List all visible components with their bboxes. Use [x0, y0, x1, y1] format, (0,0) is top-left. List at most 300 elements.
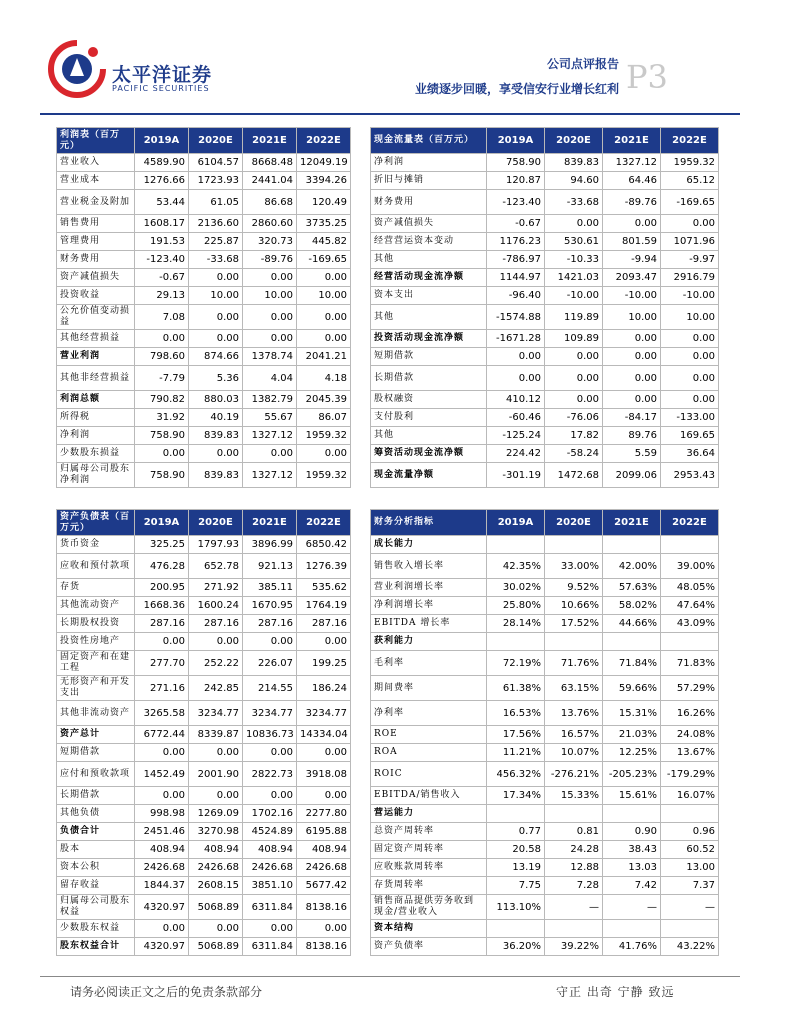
row-value: 2426.68 [135, 859, 189, 877]
row-value: -89.76 [603, 190, 661, 215]
row-value: 839.83 [189, 463, 243, 488]
row-value: 0.00 [661, 366, 719, 391]
row-value: 31.92 [135, 409, 189, 427]
row-value: 29.13 [135, 287, 189, 305]
row-value: 839.83 [545, 154, 603, 172]
row-value [603, 920, 661, 938]
row-value [487, 920, 545, 938]
row-value: 13.67% [661, 744, 719, 762]
row-value: -205.23% [603, 762, 661, 787]
row-value: 0.00 [189, 330, 243, 348]
row-label: 资产减值损失 [371, 215, 487, 233]
row-value: 0.00 [189, 445, 243, 463]
row-value: 199.25 [297, 651, 351, 676]
row-value: 3896.99 [243, 536, 297, 554]
row-value [603, 633, 661, 651]
row-value: 4320.97 [135, 895, 189, 920]
row-label: 长期借款 [371, 366, 487, 391]
row-value: -9.94 [603, 251, 661, 269]
table-row [57, 190, 351, 215]
row-value: 408.94 [297, 841, 351, 859]
row-value: 1608.17 [135, 215, 189, 233]
row-value: 1276.39 [297, 554, 351, 579]
row-value: 0.00 [297, 330, 351, 348]
row-value: 0.00 [189, 920, 243, 938]
row-value: 1327.12 [243, 427, 297, 445]
row-value: 1421.03 [545, 269, 603, 287]
row-value: 4320.97 [135, 938, 189, 956]
table-row [57, 823, 351, 841]
row-value: 0.00 [545, 215, 603, 233]
row-value: 798.60 [135, 348, 189, 366]
table-row [57, 366, 351, 391]
row-label: 支付股利 [371, 409, 487, 427]
row-value: 71.76% [545, 651, 603, 676]
row-value: 5.59 [603, 445, 661, 463]
row-value: -7.79 [135, 366, 189, 391]
row-value: 1327.12 [603, 154, 661, 172]
row-value: 1797.93 [189, 536, 243, 554]
row-value: 0.00 [243, 787, 297, 805]
row-label: 投资收益 [57, 287, 135, 305]
table-row [371, 409, 719, 427]
row-value [545, 633, 603, 651]
header-divider [40, 113, 740, 115]
year-header: 2022E [661, 128, 719, 154]
table-row [57, 651, 351, 676]
table-row [57, 445, 351, 463]
row-label: 销售费用 [57, 215, 135, 233]
row-label: 管理费用 [57, 233, 135, 251]
table-row [57, 615, 351, 633]
row-value [487, 633, 545, 651]
row-value: 652.78 [189, 554, 243, 579]
row-label: 资产负债率 [371, 938, 487, 956]
row-value: 1844.37 [135, 877, 189, 895]
row-value: 53.44 [135, 190, 189, 215]
row-value: 64.46 [603, 172, 661, 190]
row-value: 30.02% [487, 579, 545, 597]
row-label: 少数股东权益 [57, 920, 135, 938]
row-value: 408.94 [135, 841, 189, 859]
row-value: 1452.49 [135, 762, 189, 787]
row-value: 998.98 [135, 805, 189, 823]
table-row [57, 409, 351, 427]
row-value: 530.61 [545, 233, 603, 251]
row-value: 0.81 [545, 823, 603, 841]
row-value: 9.52% [545, 579, 603, 597]
financial-ratios-table [370, 509, 719, 956]
row-value: 0.00 [661, 215, 719, 233]
row-label: 归属母公司股东权益 [57, 895, 135, 920]
row-label: 获利能力 [371, 633, 487, 651]
row-label: 资产减值损失 [57, 269, 135, 287]
row-value: 0.00 [189, 269, 243, 287]
row-value: -96.40 [487, 287, 545, 305]
row-label: 其他非经营损益 [57, 366, 135, 391]
row-label: 其他经营损益 [57, 330, 135, 348]
row-value: 0.00 [243, 744, 297, 762]
row-value: 10.00 [661, 305, 719, 330]
row-label: 财务费用 [371, 190, 487, 215]
row-value: 0.00 [243, 269, 297, 287]
row-label: 经营营运资本变动 [371, 233, 487, 251]
table-row [371, 676, 719, 701]
row-value: 47.64% [661, 597, 719, 615]
row-value: 758.90 [487, 154, 545, 172]
row-value: 287.16 [297, 615, 351, 633]
row-label: 净利润 [57, 427, 135, 445]
row-value: 3265.58 [135, 701, 189, 726]
row-value: 0.90 [603, 823, 661, 841]
row-value: 94.60 [545, 172, 603, 190]
row-label: 利润总额 [57, 391, 135, 409]
table-row [57, 251, 351, 269]
row-value: -10.00 [661, 287, 719, 305]
row-value: 3394.26 [297, 172, 351, 190]
row-value: 1668.36 [135, 597, 189, 615]
row-label: 长期借款 [57, 787, 135, 805]
row-value: 224.42 [487, 445, 545, 463]
row-value: 410.12 [487, 391, 545, 409]
row-value: 0.00 [243, 330, 297, 348]
row-value: 0.00 [297, 269, 351, 287]
row-value: — [603, 895, 661, 920]
row-value: 2099.06 [603, 463, 661, 488]
row-value: 38.43 [603, 841, 661, 859]
row-value: 200.95 [135, 579, 189, 597]
table-row [57, 554, 351, 579]
row-value: 4524.89 [243, 823, 297, 841]
row-value: 271.92 [189, 579, 243, 597]
row-value: 1269.09 [189, 805, 243, 823]
row-value: 1472.68 [545, 463, 603, 488]
row-value: 191.53 [135, 233, 189, 251]
row-value: -0.67 [135, 269, 189, 287]
row-value: 36.20% [487, 938, 545, 956]
row-value: 320.73 [243, 233, 297, 251]
row-value: 16.26% [661, 701, 719, 726]
table-row [371, 154, 719, 172]
table-row [57, 633, 351, 651]
row-value: 2001.90 [189, 762, 243, 787]
row-value: 6772.44 [135, 726, 189, 744]
table-row [57, 938, 351, 956]
row-value: -301.19 [487, 463, 545, 488]
row-label: 总资产周转率 [371, 823, 487, 841]
row-label: 期间费率 [371, 676, 487, 701]
row-value: 242.85 [189, 676, 243, 701]
row-value: -276.21% [545, 762, 603, 787]
year-header: 2021E [243, 128, 297, 154]
table-row [57, 676, 351, 701]
table-row [371, 554, 719, 579]
row-value: 456.32% [487, 762, 545, 787]
row-value: 385.11 [243, 579, 297, 597]
row-value: 12.25% [603, 744, 661, 762]
table-row [371, 823, 719, 841]
row-value: 57.29% [661, 676, 719, 701]
row-value: 28.14% [487, 615, 545, 633]
row-label: 短期借款 [371, 348, 487, 366]
row-value: -179.29% [661, 762, 719, 787]
row-value: 10.00 [603, 305, 661, 330]
row-value: 325.25 [135, 536, 189, 554]
row-label: 固定资产周转率 [371, 841, 487, 859]
table-row [57, 805, 351, 823]
row-value: 120.49 [297, 190, 351, 215]
row-value: 0.00 [661, 391, 719, 409]
row-value: 0.00 [545, 391, 603, 409]
row-label: 资本结构 [371, 920, 487, 938]
row-value: 33.00% [545, 554, 603, 579]
row-value: 408.94 [189, 841, 243, 859]
row-value: -58.24 [545, 445, 603, 463]
row-value: 3234.77 [189, 701, 243, 726]
row-label: 筹资活动现金流净额 [371, 445, 487, 463]
row-value: 1071.96 [661, 233, 719, 251]
pacific-securities-logo-icon [48, 40, 106, 98]
table-row [57, 463, 351, 488]
row-value: 13.00 [661, 859, 719, 877]
row-label: 营业收入 [57, 154, 135, 172]
row-value: 7.28 [545, 877, 603, 895]
row-value: 252.22 [189, 651, 243, 676]
row-label: 其他 [371, 305, 487, 330]
table-row [371, 305, 719, 330]
row-value: 55.67 [243, 409, 297, 427]
row-label: 应收账款周转率 [371, 859, 487, 877]
row-value: 7.42 [603, 877, 661, 895]
table-row [57, 597, 351, 615]
row-value: 2426.68 [243, 859, 297, 877]
row-value: 10.00 [243, 287, 297, 305]
row-value: -1574.88 [487, 305, 545, 330]
row-value: 57.63% [603, 579, 661, 597]
row-value: 65.12 [661, 172, 719, 190]
row-value: 535.62 [297, 579, 351, 597]
table-row [371, 445, 719, 463]
table-row [371, 651, 719, 676]
row-value: 17.34% [487, 787, 545, 805]
row-value: -123.40 [135, 251, 189, 269]
row-value [661, 805, 719, 823]
row-label: 净利润 [371, 154, 487, 172]
table-row [57, 762, 351, 787]
table-header-row [371, 128, 719, 154]
row-value: -786.97 [487, 251, 545, 269]
row-value: 0.00 [297, 920, 351, 938]
row-value: 7.08 [135, 305, 189, 330]
row-value: 86.68 [243, 190, 297, 215]
row-label: ROA [371, 744, 487, 762]
row-value: -169.65 [661, 190, 719, 215]
row-value: 8138.16 [297, 938, 351, 956]
row-value: 169.65 [661, 427, 719, 445]
row-value: 2822.73 [243, 762, 297, 787]
table-row [371, 579, 719, 597]
row-value: 120.87 [487, 172, 545, 190]
row-value: 0.00 [545, 366, 603, 391]
row-label: 其他 [371, 251, 487, 269]
row-value: 61.05 [189, 190, 243, 215]
row-value: 71.83% [661, 651, 719, 676]
table-row [57, 427, 351, 445]
table-row [371, 805, 719, 823]
row-label: EBITDA/销售收入 [371, 787, 487, 805]
row-value: 7.75 [487, 877, 545, 895]
row-value: 287.16 [135, 615, 189, 633]
row-label: 其他非流动资产 [57, 701, 135, 726]
row-value: 1378.74 [243, 348, 297, 366]
row-value: 287.16 [243, 615, 297, 633]
row-value: 24.28 [545, 841, 603, 859]
table-row [371, 859, 719, 877]
row-value: 3234.77 [243, 701, 297, 726]
table-row [57, 154, 351, 172]
row-value: 225.87 [189, 233, 243, 251]
year-header: 2019A [135, 128, 189, 154]
table-row [371, 536, 719, 554]
row-value: 39.00% [661, 554, 719, 579]
row-label: 投资活动现金流净额 [371, 330, 487, 348]
row-value: 86.07 [297, 409, 351, 427]
row-value: 60.52 [661, 841, 719, 859]
table-row [57, 536, 351, 554]
row-label: 净利润增长率 [371, 597, 487, 615]
table-row [371, 348, 719, 366]
row-value: 44.66% [603, 615, 661, 633]
row-label: 净利率 [371, 701, 487, 726]
row-value: 89.76 [603, 427, 661, 445]
row-label: 存货周转率 [371, 877, 487, 895]
row-value: 43.22% [661, 938, 719, 956]
row-value: 25.80% [487, 597, 545, 615]
row-value: 1176.23 [487, 233, 545, 251]
row-value: 17.82 [545, 427, 603, 445]
footer-motto: 守正 出奇 宁静 致远 [556, 985, 675, 999]
row-value: 801.59 [603, 233, 661, 251]
row-value: 226.07 [243, 651, 297, 676]
row-value: 24.08% [661, 726, 719, 744]
row-value [545, 536, 603, 554]
row-value: 2953.43 [661, 463, 719, 488]
row-value: 790.82 [135, 391, 189, 409]
row-value: 2045.39 [297, 391, 351, 409]
row-value: 5068.89 [189, 938, 243, 956]
row-value: 11.21% [487, 744, 545, 762]
row-value: 874.66 [189, 348, 243, 366]
row-value: 1276.66 [135, 172, 189, 190]
row-value: -76.06 [545, 409, 603, 427]
row-value: 0.00 [297, 787, 351, 805]
row-value: 0.00 [603, 391, 661, 409]
row-value: 5.36 [189, 366, 243, 391]
row-label: 存货 [57, 579, 135, 597]
row-value: 8138.16 [297, 895, 351, 920]
row-value: -10.00 [603, 287, 661, 305]
year-header: 2022E [297, 510, 351, 536]
row-value: 476.28 [135, 554, 189, 579]
row-value: 0.00 [661, 348, 719, 366]
row-value: 17.52% [545, 615, 603, 633]
row-value: 758.90 [135, 427, 189, 445]
year-header: 2020E [545, 128, 603, 154]
row-value: 3270.98 [189, 823, 243, 841]
table-row [57, 348, 351, 366]
table-title: 利润表（百万元） [57, 128, 135, 154]
row-value: 0.00 [135, 744, 189, 762]
year-header: 2022E [297, 128, 351, 154]
table-title: 资产负债表（百万元） [57, 510, 135, 536]
table-row [371, 920, 719, 938]
table-row [57, 305, 351, 330]
table-title: 财务分析指标 [371, 510, 487, 536]
row-value: 41.76% [603, 938, 661, 956]
row-value: 2441.04 [243, 172, 297, 190]
row-value: 1600.24 [189, 597, 243, 615]
row-label: 固定资产和在建工程 [57, 651, 135, 676]
row-value: 1959.32 [297, 427, 351, 445]
row-label: 应收和预付款项 [57, 554, 135, 579]
row-value: 40.19 [189, 409, 243, 427]
row-value: 2426.68 [189, 859, 243, 877]
table-row [57, 841, 351, 859]
row-value: 72.19% [487, 651, 545, 676]
table-row [57, 920, 351, 938]
row-value: 42.35% [487, 554, 545, 579]
row-value: 13.76% [545, 701, 603, 726]
row-value: — [545, 895, 603, 920]
row-value: 59.66% [603, 676, 661, 701]
table-row [371, 190, 719, 215]
row-value: 1959.32 [297, 463, 351, 488]
row-value [603, 536, 661, 554]
row-value: 16.57% [545, 726, 603, 744]
row-label: ROIC [371, 762, 487, 787]
row-label: 股权融资 [371, 391, 487, 409]
row-value: — [661, 895, 719, 920]
row-label: 资产总计 [57, 726, 135, 744]
row-value: -60.46 [487, 409, 545, 427]
table-row [371, 701, 719, 726]
row-label: 销售商品提供劳务收到现金/营业收入 [371, 895, 487, 920]
row-value: 0.00 [487, 348, 545, 366]
row-label: 经营活动现金流净额 [371, 269, 487, 287]
row-value: 10836.73 [243, 726, 297, 744]
row-value [545, 805, 603, 823]
row-value: -9.97 [661, 251, 719, 269]
table-row [371, 597, 719, 615]
table-row [57, 172, 351, 190]
year-header: 2021E [603, 128, 661, 154]
table-row [371, 877, 719, 895]
row-value: 758.90 [135, 463, 189, 488]
row-value: 2277.80 [297, 805, 351, 823]
row-value: 14334.04 [297, 726, 351, 744]
row-value: 0.96 [661, 823, 719, 841]
table-row [371, 215, 719, 233]
row-value: 0.00 [189, 633, 243, 651]
year-header: 2021E [243, 510, 297, 536]
row-value: -84.17 [603, 409, 661, 427]
page-number: P3 [626, 58, 668, 96]
table-row [57, 726, 351, 744]
row-value: 2608.15 [189, 877, 243, 895]
row-value: 3234.77 [297, 701, 351, 726]
row-value: 0.00 [603, 330, 661, 348]
row-label: 应付和预收款项 [57, 762, 135, 787]
